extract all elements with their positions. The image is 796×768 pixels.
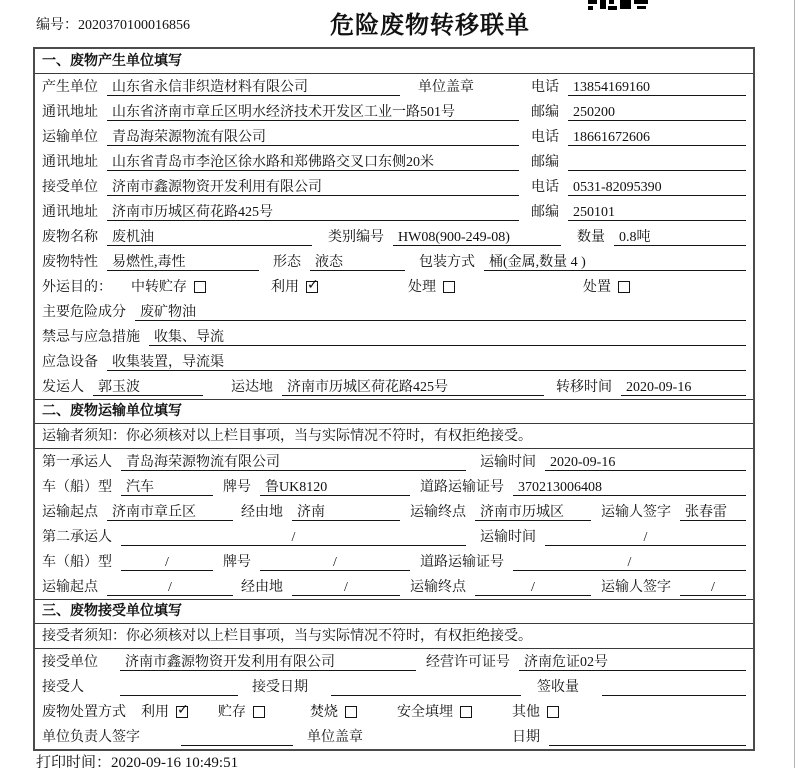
date-value	[549, 729, 746, 746]
second-route-via-value: /	[292, 579, 400, 596]
receiver-phone-value: 0531-82095390	[568, 179, 746, 196]
first-carrier-sign-label: 运输人签字	[601, 505, 671, 520]
doc-number-value: 2020370100016856	[78, 18, 190, 33]
transporter-label: 运输单位	[42, 130, 98, 145]
disposal-landfill-checkbox[interactable]	[460, 706, 472, 718]
purpose-transfer-storage-label: 中转贮存	[131, 280, 187, 295]
print-time-label: 打印时间：	[36, 755, 112, 768]
section3-title: 三、废物接受单位填写	[42, 604, 182, 619]
row-responsible-sign	[35, 724, 753, 749]
row-producer	[35, 74, 753, 99]
second-route-via-label: 经由地	[241, 580, 283, 595]
disposal-utilize-label: 利用	[141, 705, 169, 720]
disposal-option-landfill	[397, 704, 472, 721]
row-accept-person	[35, 674, 753, 699]
first-road-permit-value: 370213006408	[513, 479, 746, 496]
license-value: 济南危证02号	[519, 654, 746, 671]
row-receiver-address	[35, 199, 753, 224]
row-second-route	[35, 574, 753, 599]
disposal-method-label: 废物处置方式	[42, 705, 126, 720]
second-route-end-label: 运输终点	[410, 580, 466, 595]
row-waste-name	[35, 224, 753, 249]
second-plate-label: 牌号	[223, 555, 251, 570]
second-transport-time-label: 运输时间	[480, 530, 536, 545]
destination-label: 运达地	[231, 380, 273, 395]
receiver-address-label: 通讯地址	[42, 205, 98, 220]
waste-name-value: 废机油	[107, 229, 312, 246]
row-second-vehicle	[35, 549, 753, 574]
purpose-treat-label: 处理	[408, 280, 436, 295]
form-label: 形态	[273, 255, 301, 270]
second-carrier-sign-value: /	[680, 579, 746, 596]
unit-seal-label: 单位盖章	[418, 80, 474, 95]
purpose-option-dispose	[583, 279, 630, 296]
row-taboo-measures	[35, 324, 753, 349]
second-carrier-value: /	[121, 529, 466, 546]
section2-title: 二、废物运输单位填写	[42, 404, 182, 419]
producer-zip-value: 250200	[568, 104, 746, 121]
second-road-permit-value: /	[513, 554, 746, 571]
second-carrier-sign-label: 运输人签字	[601, 580, 671, 595]
row-second-carrier	[35, 524, 753, 549]
transporter-notice-text: 运输者须知：你必须核对以上栏目事项，当与实际情况不符时，有权拒绝接受。	[42, 429, 532, 444]
transporter-phone-value: 18661672606	[568, 129, 746, 146]
second-road-permit-label: 道路运输证号	[420, 555, 504, 570]
first-transport-time-label: 运输时间	[480, 455, 536, 470]
form-value: 液态	[310, 254, 405, 271]
first-plate-value: 鲁UK8120	[260, 479, 410, 496]
destination-value: 济南市历城区荷花路425号	[282, 379, 544, 396]
purpose-treat-checkbox[interactable]	[443, 281, 455, 293]
first-vehicle-type-label: 车（船）型	[42, 480, 112, 495]
category-code-label: 类别编号	[328, 230, 384, 245]
producer-value: 山东省永信非织造材料有限公司	[107, 79, 400, 96]
transporter-value: 青岛海荣源物流有限公司	[107, 129, 519, 146]
receipt-qty-label: 签收量	[537, 680, 579, 695]
purpose-transfer-storage-checkbox[interactable]	[194, 281, 206, 293]
responsible-sign-label: 单位负责人签字	[42, 730, 140, 745]
hazard-component-value: 废矿物油	[135, 304, 746, 321]
purpose-option-utilize	[271, 279, 318, 296]
accept-person-value	[120, 679, 238, 696]
purpose-option-transfer-storage	[131, 279, 206, 296]
transfer-form-table	[33, 47, 755, 751]
producer-zip-label: 邮编	[531, 105, 559, 120]
row-accept-unit	[35, 649, 753, 674]
first-carrier-label: 第一承运人	[42, 455, 112, 470]
qr-code-fragment	[588, 0, 652, 10]
first-route-start-label: 运输起点	[42, 505, 98, 520]
transfer-purpose-label: 外运目的：	[42, 280, 112, 295]
responsible-sign-value	[181, 729, 293, 746]
second-transport-time-value: /	[545, 529, 746, 546]
first-road-permit-label: 道路运输证号	[420, 480, 504, 495]
first-route-end-value: 济南市历城区	[475, 504, 591, 521]
date-label: 日期	[512, 730, 540, 745]
emergency-equipment-label: 应急设备	[42, 355, 98, 370]
producer-address-value: 山东省济南市章丘区明水经济技术开发区工业一路501号	[107, 104, 519, 121]
transfer-time-label: 转移时间	[556, 380, 612, 395]
purpose-utilize-checkbox[interactable]	[306, 281, 318, 293]
section2-header	[35, 399, 753, 424]
receiver-value: 济南市鑫源物资开发利用有限公司	[107, 179, 519, 196]
row-receiver-notice	[35, 624, 753, 649]
quantity-label: 数量	[577, 230, 605, 245]
second-carrier-label: 第二承运人	[42, 530, 112, 545]
second-route-start-label: 运输起点	[42, 580, 98, 595]
transporter-phone-label: 电话	[531, 130, 559, 145]
accept-date-label: 接受日期	[252, 680, 308, 695]
row-hazard-component	[35, 299, 753, 324]
doc-number	[36, 14, 190, 34]
first-plate-label: 牌号	[223, 480, 251, 495]
accept-date-value	[331, 679, 521, 696]
taboo-measures-label: 禁忌与应急措施	[42, 330, 140, 345]
producer-label: 产生单位	[42, 80, 98, 95]
print-time	[36, 751, 238, 768]
row-emergency-equipment	[35, 349, 753, 374]
disposal-incinerate-checkbox[interactable]	[345, 706, 357, 718]
row-receiver	[35, 174, 753, 199]
first-route-start-value: 济南市章丘区	[107, 504, 233, 521]
transporter-zip-value	[568, 154, 746, 171]
unit-seal2-label: 单位盖章	[307, 730, 363, 745]
doc-number-label: 编号：	[36, 18, 78, 33]
second-plate-value: /	[260, 554, 410, 571]
row-first-route	[35, 499, 753, 524]
producer-phone-label: 电话	[531, 80, 559, 95]
disposal-option-incinerate	[310, 704, 357, 721]
disposal-landfill-label: 安全填埋	[397, 705, 453, 720]
emergency-equipment-value: 收集装置，导流渠	[107, 354, 746, 371]
receiver-notice-text: 接受者须知：你必须核对以上栏目事项，当与实际情况不符时，有权拒绝接受。	[42, 629, 532, 644]
purpose-utilize-label: 利用	[271, 280, 299, 295]
receiver-zip-value: 250101	[568, 204, 746, 221]
receiver-address-value: 济南市历城区荷花路425号	[107, 204, 519, 221]
disposal-utilize-checkbox[interactable]	[176, 706, 188, 718]
second-vehicle-type-label: 车（船）型	[42, 555, 112, 570]
first-carrier-sign-value: 张春雷	[680, 504, 746, 521]
section1-header	[35, 49, 753, 74]
page-title: 危险废物转移联单	[330, 13, 530, 39]
disposal-option-other	[512, 704, 559, 721]
accept-person-label: 接受人	[42, 680, 84, 695]
row-first-carrier	[35, 449, 753, 474]
disposal-option-storage	[218, 704, 265, 721]
transfer-time-value: 2020-09-16	[621, 379, 746, 396]
first-route-via-label: 经由地	[241, 505, 283, 520]
accept-unit-value: 济南市鑫源物资开发利用有限公司	[120, 654, 416, 671]
receiver-phone-label: 电话	[531, 180, 559, 195]
receipt-qty-value	[602, 679, 746, 696]
first-carrier-value: 青岛海荣源物流有限公司	[121, 454, 466, 471]
row-dispatcher	[35, 374, 753, 399]
dispatcher-value: 郭玉波	[93, 379, 203, 396]
row-disposal-method	[35, 699, 753, 724]
disposal-option-utilize	[141, 704, 188, 721]
print-time-value: 2020-09-16 10:49:51	[111, 755, 239, 768]
purpose-dispose-checkbox[interactable]	[618, 281, 630, 293]
producer-address-label: 通讯地址	[42, 105, 98, 120]
second-vehicle-type-value: /	[121, 554, 213, 571]
waste-character-label: 废物特性	[42, 255, 98, 270]
row-first-vehicle	[35, 474, 753, 499]
disposal-other-label: 其他	[512, 705, 540, 720]
receiver-label: 接受单位	[42, 180, 98, 195]
producer-phone-value: 13854169160	[568, 79, 746, 96]
page-edge-line	[794, 0, 795, 768]
first-route-end-label: 运输终点	[410, 505, 466, 520]
section3-header	[35, 599, 753, 624]
receiver-zip-label: 邮编	[531, 205, 559, 220]
waste-character-value: 易燃性,毒性	[107, 254, 259, 271]
purpose-dispose-label: 处置	[583, 280, 611, 295]
license-label: 经营许可证号	[426, 655, 510, 670]
hazard-component-label: 主要危险成分	[42, 305, 126, 320]
transporter-zip-label: 邮编	[531, 155, 559, 170]
first-vehicle-type-value: 汽车	[121, 479, 213, 496]
first-transport-time-value: 2020-09-16	[545, 454, 746, 471]
row-producer-address	[35, 99, 753, 124]
disposal-storage-label: 贮存	[218, 705, 246, 720]
quantity-value: 0.8吨	[614, 229, 746, 246]
waste-name-label: 废物名称	[42, 230, 98, 245]
second-route-start-value: /	[107, 579, 233, 596]
transporter-address-label: 通讯地址	[42, 155, 98, 170]
packaging-value: 桶(金属,数量 4 )	[484, 254, 746, 271]
packaging-label: 包装方式	[419, 255, 475, 270]
row-transporter	[35, 124, 753, 149]
row-transfer-purpose	[35, 274, 753, 299]
first-route-via-value: 济南	[292, 504, 400, 521]
row-transporter-notice	[35, 424, 753, 449]
row-waste-character	[35, 249, 753, 274]
category-code-value: HW08(900-249-08)	[393, 229, 561, 246]
taboo-measures-value: 收集、导流	[149, 329, 746, 346]
disposal-other-checkbox[interactable]	[547, 706, 559, 718]
disposal-incinerate-label: 焚烧	[310, 705, 338, 720]
section1-title: 一、废物产生单位填写	[42, 53, 182, 69]
dispatcher-label: 发运人	[42, 380, 84, 395]
row-transporter-address	[35, 149, 753, 174]
disposal-storage-checkbox[interactable]	[253, 706, 265, 718]
accept-unit-label: 接受单位	[42, 655, 98, 670]
purpose-option-treat	[408, 279, 455, 296]
transporter-address-value: 山东省青岛市李沧区徐水路和郑佛路交叉口东侧20米	[107, 154, 519, 171]
second-route-end-value: /	[475, 579, 591, 596]
